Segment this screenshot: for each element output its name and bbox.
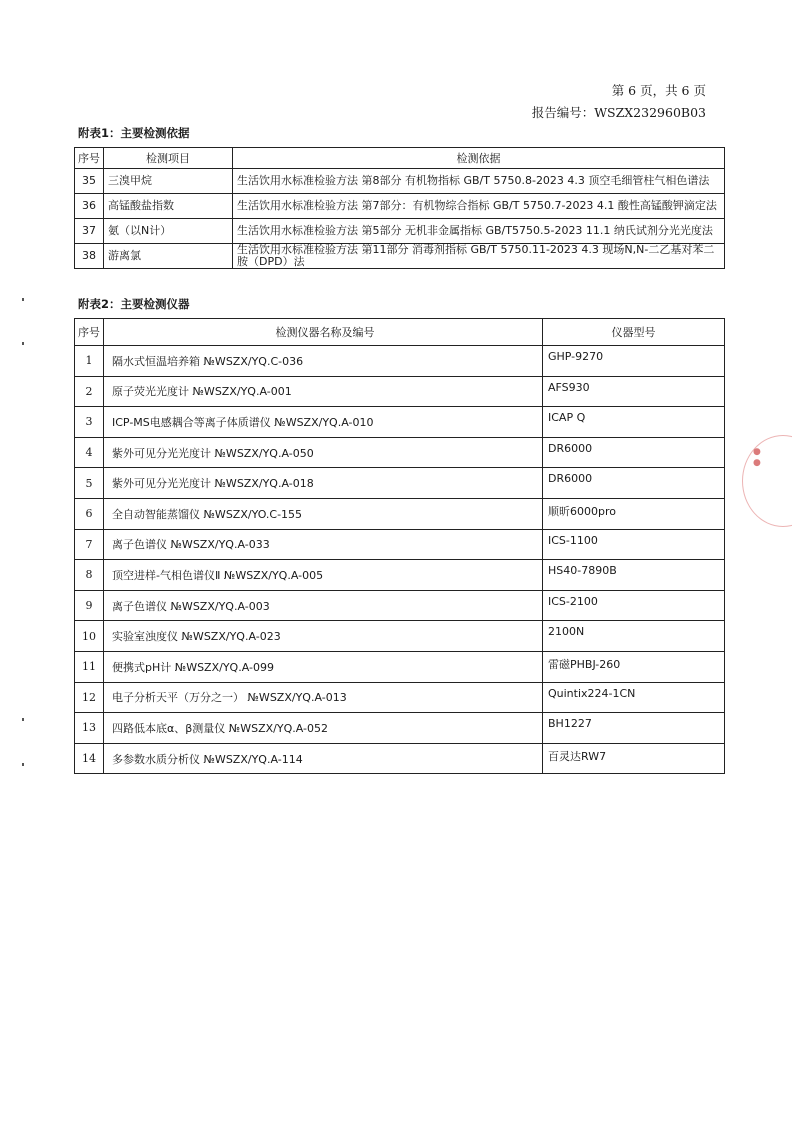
instrument-model: ICS-2100 bbox=[543, 590, 725, 621]
test-item: 游离氯 bbox=[104, 244, 233, 269]
table-row bbox=[75, 743, 725, 774]
table2-title: 附表2：主要检测仪器 bbox=[78, 297, 190, 311]
instrument-name: 四路低本底α、β测量仪 №WSZX/YQ.A-052 bbox=[104, 713, 543, 744]
seal-stamp bbox=[742, 435, 792, 527]
table-row bbox=[75, 219, 725, 244]
row-number: 7 bbox=[75, 529, 104, 560]
instrument-model: DR6000 bbox=[543, 468, 725, 499]
scan-speck bbox=[22, 298, 24, 301]
test-basis: 生活饮用水标准检验方法 第7部分：有机物综合指标 GB/T 5750.7-2023 4.1 酸性高锰酸钾滴定法 bbox=[233, 194, 725, 219]
test-basis: 生活饮用水标准检验方法 第11部分 消毒剂指标 GB/T 5750.11-2023 4.3 现场N,N-二乙基对苯二胺（DPD）法 bbox=[233, 244, 725, 269]
row-number: 35 bbox=[75, 169, 104, 194]
instrument-name: 实验室浊度仪 №WSZX/YQ.A-023 bbox=[104, 621, 543, 652]
table2-body bbox=[75, 346, 725, 774]
instrument-model: 百灵达RW7 bbox=[543, 743, 725, 774]
table-row bbox=[75, 621, 725, 652]
instrument-name: 原子荧光光度计 №WSZX/YQ.A-001 bbox=[104, 376, 543, 407]
row-number: 37 bbox=[75, 219, 104, 244]
row-number: 13 bbox=[75, 713, 104, 744]
test-basis: 生活饮用水标准检验方法 第8部分 有机物指标 GB/T 5750.8-2023 4.3 顶空毛细管柱气相色谱法 bbox=[233, 169, 725, 194]
instrument-name: 离子色谱仪 №WSZX/YQ.A-033 bbox=[104, 529, 543, 560]
row-number: 3 bbox=[75, 407, 104, 438]
scan-speck bbox=[22, 718, 24, 721]
table-row bbox=[75, 713, 725, 744]
report-number: 报告编号：WSZX232960B03 bbox=[531, 105, 706, 120]
table-row bbox=[75, 498, 725, 529]
row-number: 9 bbox=[75, 590, 104, 621]
instrument-name: 隔水式恒温培养箱 №WSZX/YQ.C-036 bbox=[104, 346, 543, 377]
header-model: 仪器型号 bbox=[543, 319, 725, 346]
header-item: 检测项目 bbox=[104, 148, 233, 169]
instrument-model: 雷磁PHBJ-260 bbox=[543, 651, 725, 682]
instrument-model: Quintix224-1CN bbox=[543, 682, 725, 713]
table-row bbox=[75, 651, 725, 682]
table-row bbox=[75, 468, 725, 499]
test-item: 三溴甲烷 bbox=[104, 169, 233, 194]
header-no: 序号 bbox=[75, 148, 104, 169]
row-number: 4 bbox=[75, 437, 104, 468]
row-number: 10 bbox=[75, 621, 104, 652]
row-number: 36 bbox=[75, 194, 104, 219]
row-number: 38 bbox=[75, 244, 104, 269]
table-row bbox=[75, 376, 725, 407]
instrument-name: 紫外可见分光光度计 №WSZX/YQ.A-050 bbox=[104, 437, 543, 468]
page-info bbox=[532, 80, 706, 124]
instrument-model: HS40-7890B bbox=[543, 560, 725, 591]
row-number: 6 bbox=[75, 498, 104, 529]
test-item: 高锰酸盐指数 bbox=[104, 194, 233, 219]
table-row bbox=[75, 437, 725, 468]
instrument-name: 离子色谱仪 №WSZX/YQ.A-003 bbox=[104, 590, 543, 621]
instrument-model: AFS930 bbox=[543, 376, 725, 407]
instrument-name: 多参数水质分析仪 №WSZX/YQ.A-114 bbox=[104, 743, 543, 774]
row-number: 1 bbox=[75, 346, 104, 377]
row-number: 2 bbox=[75, 376, 104, 407]
instrument-model: ICS-1100 bbox=[543, 529, 725, 560]
table1-title: 附表1：主要检测依据 bbox=[78, 126, 190, 140]
table2-header-row bbox=[75, 319, 725, 346]
table-row bbox=[75, 682, 725, 713]
table-row bbox=[75, 194, 725, 219]
instrument-model: BH1227 bbox=[543, 713, 725, 744]
scan-speck bbox=[22, 342, 24, 345]
row-number: 12 bbox=[75, 682, 104, 713]
instrument-model: DR6000 bbox=[543, 437, 725, 468]
scan-speck bbox=[22, 763, 24, 766]
table-row bbox=[75, 407, 725, 438]
instrument-model: ICAP Q bbox=[543, 407, 725, 438]
seal-stamp-text: ● ● bbox=[753, 447, 761, 468]
instrument-name: 顶空进样-气相色谱仪Ⅱ №WSZX/YQ.A-005 bbox=[104, 560, 543, 591]
table-row bbox=[75, 169, 725, 194]
row-number: 14 bbox=[75, 743, 104, 774]
header-no: 序号 bbox=[75, 319, 104, 346]
instrument-table bbox=[74, 318, 725, 774]
header-instrument-name: 检测仪器名称及编号 bbox=[104, 319, 543, 346]
header-basis: 检测依据 bbox=[233, 148, 725, 169]
instrument-name: 全自动智能蒸馏仪 №WSZX/YO.C-155 bbox=[104, 498, 543, 529]
table-row bbox=[75, 244, 725, 269]
row-number: 11 bbox=[75, 651, 104, 682]
table1-header-row bbox=[75, 148, 725, 169]
testing-basis-table bbox=[74, 147, 725, 269]
instrument-name: 电子分析天平（万分之一） №WSZX/YQ.A-013 bbox=[104, 682, 543, 713]
page-number: 第 6 页，共 6 页 bbox=[611, 83, 706, 98]
table-row bbox=[75, 529, 725, 560]
instrument-model: 顺昕6000pro bbox=[543, 498, 725, 529]
test-basis: 生活饮用水标准检验方法 第5部分 无机非金属指标 GB/T5750.5-2023 11.1 纳氏试剂分光光度法 bbox=[233, 219, 725, 244]
table1-body bbox=[75, 169, 725, 269]
table-row bbox=[75, 346, 725, 377]
test-item: 氨（以N计） bbox=[104, 219, 233, 244]
row-number: 8 bbox=[75, 560, 104, 591]
table-row bbox=[75, 560, 725, 591]
instrument-model: GHP-9270 bbox=[543, 346, 725, 377]
instrument-model: 2100N bbox=[543, 621, 725, 652]
table-row bbox=[75, 590, 725, 621]
instrument-name: 便携式pH计 №WSZX/YQ.A-099 bbox=[104, 651, 543, 682]
instrument-name: ICP-MS电感耦合等离子体质谱仪 №WSZX/YQ.A-010 bbox=[104, 407, 543, 438]
instrument-name: 紫外可见分光光度计 №WSZX/YQ.A-018 bbox=[104, 468, 543, 499]
row-number: 5 bbox=[75, 468, 104, 499]
